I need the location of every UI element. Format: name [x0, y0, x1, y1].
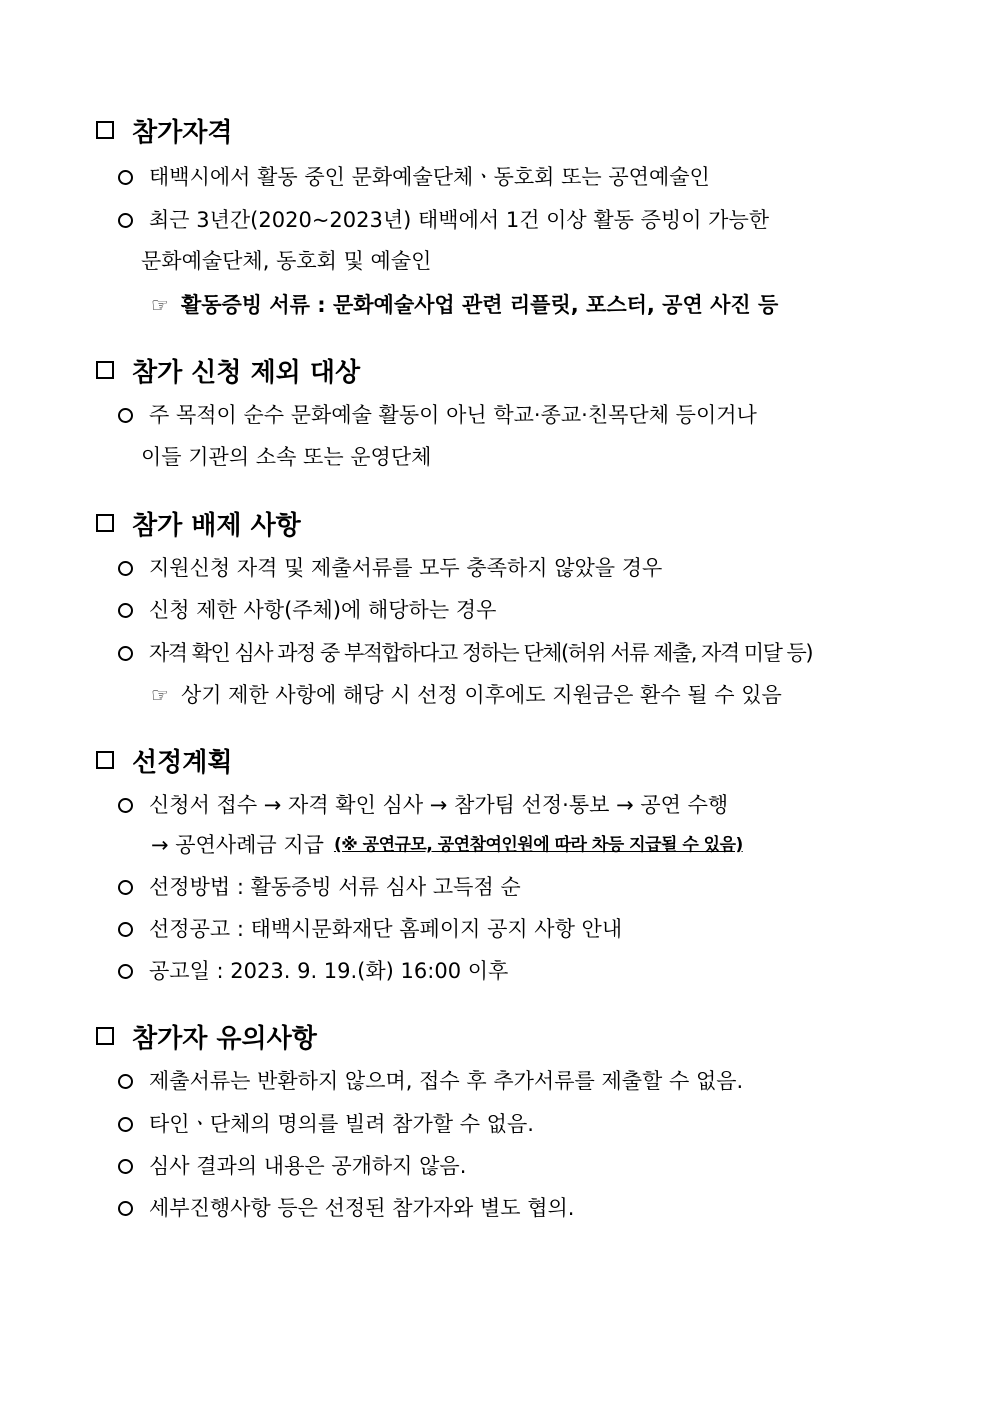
list-item	[96, 1151, 466, 1181]
circle-bullet-icon	[118, 964, 133, 979]
section-heading	[96, 505, 916, 541]
list-item	[96, 1109, 534, 1139]
circle-bullet-icon	[118, 798, 133, 813]
list-item-text: 태백시에서 활동 중인 문화예술단체ㆍ동호회 또는 공연예술인	[149, 165, 710, 189]
list-item-text: 문화예술단체, 동호회 및 예술인	[141, 249, 432, 273]
list-item-text: 선정공고 : 태백시문화재단 홈페이지 공지 사항 안내	[149, 917, 623, 941]
list-item-text: 제출서류는 반환하지 않으며, 접수 후 추가서류를 제출할 수 없음.	[149, 1069, 744, 1093]
list-item-text: 최근 3년간(2020~2023년) 태백에서 1건 이상 활동 증빙이 가능한	[149, 208, 770, 232]
section-eligibility	[96, 112, 916, 317]
list-item-continuation	[96, 442, 431, 472]
circle-bullet-icon	[118, 922, 133, 937]
list-item	[96, 1066, 743, 1096]
circle-bullet-icon	[118, 603, 133, 618]
list-item	[96, 638, 812, 668]
note-text: 상기 제한 사항에 해당 시 선정 이후에도 지원금은 환수 될 수 있음	[180, 683, 782, 707]
list-item	[96, 595, 496, 625]
checkbox-square-icon	[96, 1027, 114, 1045]
list-item	[96, 1193, 574, 1223]
list-item-text: 지원신청 자격 및 제출서류를 모두 충족하지 않았을 경우	[149, 556, 663, 580]
checkbox-square-icon	[96, 121, 114, 139]
section-heading	[96, 352, 916, 388]
section-participant-notes	[96, 1018, 916, 1220]
list-item	[96, 956, 508, 986]
circle-bullet-icon	[118, 646, 133, 661]
circle-bullet-icon	[118, 170, 133, 185]
remark-text: (※ 공연규모, 공연참여인원에 따라 차등 지급될 수 있음)	[333, 835, 743, 855]
list-item-text: 신청서 접수 → 자격 확인 심사 → 참가팀 선정·통보 → 공연 수행	[149, 793, 729, 817]
list-item-continuation	[96, 246, 431, 276]
list-item-text: 주 목적이 순수 문화예술 활동이 아닌 학교·종교·친목단체 등이거나	[149, 403, 757, 427]
list-item-text: 신청 제한 사항(주체)에 해당하는 경우	[149, 598, 497, 622]
section-exclusion-targets	[96, 352, 916, 469]
list-item	[96, 790, 728, 820]
list-item-text: 공고일 : 2023. 9. 19.(화) 16:00 이후	[149, 959, 509, 983]
circle-bullet-icon	[118, 1074, 133, 1089]
circle-bullet-icon	[118, 880, 133, 895]
list-item-text: → 공연사례금 지급	[151, 833, 324, 857]
circle-bullet-icon	[118, 408, 133, 423]
list-item-text: 이들 기관의 소속 또는 운영단체	[141, 445, 432, 469]
list-item	[96, 400, 757, 430]
list-item-text: 심사 결과의 내용은 공개하지 않음.	[149, 1154, 467, 1178]
checkbox-square-icon	[96, 514, 114, 532]
list-item-text: 선정방법 : 활동증빙 서류 심사 고득점 순	[149, 875, 521, 899]
heading-text: 참가자격	[132, 117, 233, 148]
list-item-continuation	[96, 830, 743, 860]
list-item-text: 타인ㆍ단체의 명의를 빌려 참가할 수 없음.	[149, 1112, 534, 1136]
list-item	[96, 162, 710, 192]
checkbox-square-icon	[96, 361, 114, 379]
heading-text: 참가자 유의사항	[132, 1023, 317, 1054]
circle-bullet-icon	[118, 561, 133, 576]
section-heading	[96, 1018, 916, 1054]
list-item	[96, 914, 622, 944]
section-heading	[96, 742, 916, 778]
section-selection-plan	[96, 742, 916, 983]
circle-bullet-icon	[118, 1117, 133, 1132]
section-heading	[96, 112, 916, 148]
circle-bullet-icon	[118, 1201, 133, 1216]
heading-text: 선정계획	[132, 747, 233, 778]
heading-text: 참가 신청 제외 대상	[132, 357, 361, 388]
note-item	[96, 290, 778, 320]
pointing-hand-icon: ☞	[151, 293, 169, 317]
note-text: 활동증빙 서류 : 문화예술사업 관련 리플릿, 포스터, 공연 사진 등	[180, 293, 779, 317]
circle-bullet-icon	[118, 1159, 133, 1174]
circle-bullet-icon	[118, 213, 133, 228]
note-item	[96, 680, 782, 710]
list-item-text: 세부진행사항 등은 선정된 참가자와 별도 협의.	[149, 1196, 575, 1220]
list-item	[96, 553, 662, 583]
list-item	[96, 205, 769, 235]
heading-text: 참가 배제 사항	[132, 510, 301, 541]
pointing-hand-icon: ☞	[151, 683, 169, 707]
section-disqualification	[96, 505, 916, 707]
list-item	[96, 872, 521, 902]
list-item-text: 자격 확인 심사 과정 중 부적합하다고 정하는 단체(허위 서류 제출, 자격 미달 등)	[149, 641, 813, 665]
checkbox-square-icon	[96, 751, 114, 769]
